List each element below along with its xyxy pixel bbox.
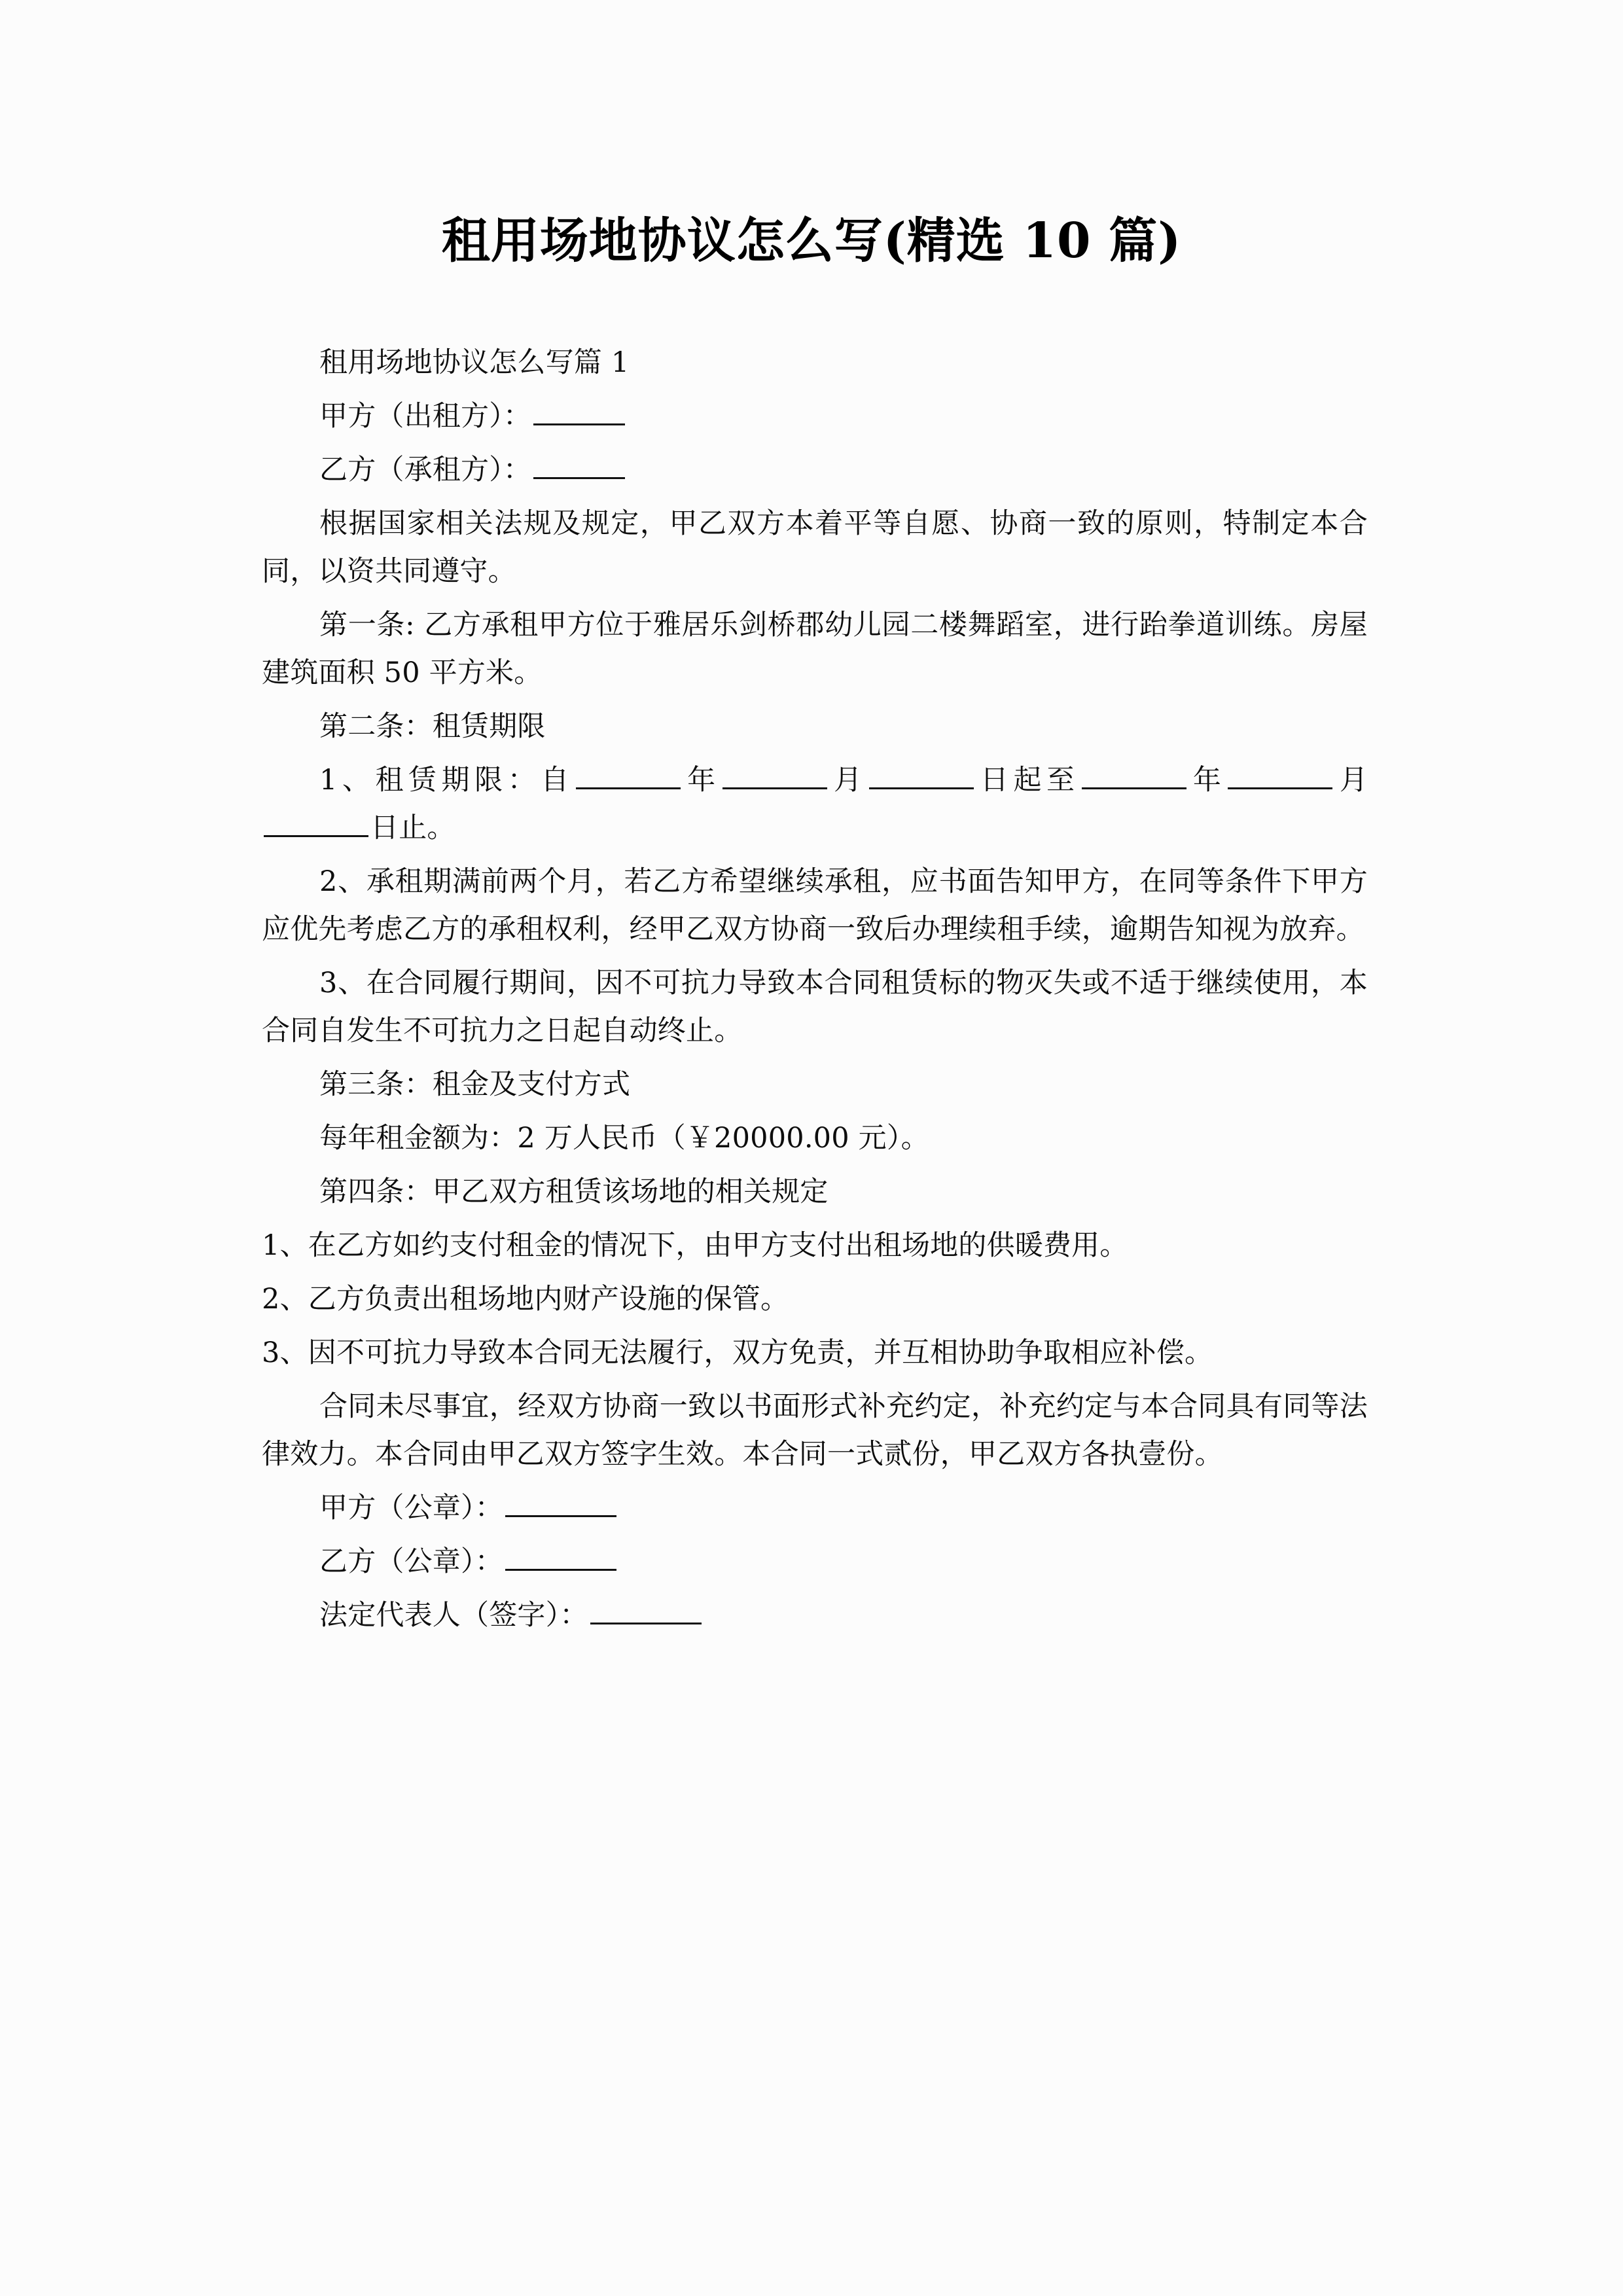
lease-term-prefix: 1、租赁期限：自 (319, 764, 574, 797)
unit-year-start: 年 (682, 764, 721, 797)
end-month-blank[interactable] (1228, 761, 1332, 789)
party-a-seal-label: 甲方（公章）： (319, 1492, 503, 1524)
clause-3-heading: 第三条：租金及支付方式 (319, 1068, 631, 1101)
unit-month-end: 月 (1334, 764, 1368, 797)
clause-1: 第一条: 乙方承租甲方位于雅居乐剑桥郡幼儿园二楼舞蹈室，进行跆拳道训练。房屋建筑面积 50 平方米。 (262, 609, 1368, 689)
unit-day-start: 日起至 (975, 764, 1080, 797)
party-a-label: 甲方（出租方）： (319, 400, 532, 433)
clause-2-item-2: 2、承租期满前两个月，若乙方希望继续承租，应书面告知甲方，在同等条件下甲方应优先考虑乙方的承租权利，经甲乙双方协商一致后办理续租手续，逾期告知视为放弃。 (262, 865, 1368, 946)
clause-4-item-2: 2、乙方负责出租场地内财产设施的保管。 (262, 1283, 789, 1316)
unit-day-end: 日止。 (370, 812, 455, 844)
clause-2-heading: 第二条：租赁期限 (319, 710, 546, 743)
document-body (262, 339, 1368, 1645)
unit-year-end: 年 (1188, 764, 1226, 797)
party-b-seal-blank[interactable] (505, 1543, 616, 1571)
section-heading: 租用场地协议怎么写篇 1 (319, 346, 630, 379)
signature-party-a (262, 1484, 1368, 1532)
party-a-seal-blank[interactable] (505, 1489, 616, 1517)
clause-2-item-1 (262, 757, 1368, 852)
end-day-blank[interactable] (264, 809, 368, 837)
end-year-blank[interactable] (1082, 761, 1186, 789)
clause-4-item-3: 3、因不可抗力导致本合同无法履行，双方免责，并互相协助争取相应补偿。 (262, 1336, 1213, 1369)
start-month-blank[interactable] (722, 761, 827, 789)
preamble-paragraph: 根据国家相关法规及规定，甲乙双方本着平等自愿、协商一致的原则，特制定本合同，以资共同遵守。 (262, 507, 1368, 588)
signature-party-b (262, 1538, 1368, 1586)
start-year-blank[interactable] (576, 761, 681, 789)
party-b-line (262, 446, 1368, 494)
party-b-label: 乙方（承租方）： (319, 454, 532, 486)
closing-paragraph: 合同未尽事宜，经双方协商一致以书面形式补充约定，补充约定与本合同具有同等法律效力。本合同由甲乙双方签字生效。本合同一式贰份，甲乙双方各执壹份。 (262, 1390, 1368, 1471)
unit-month-start: 月 (829, 764, 867, 797)
clause-3-body: 每年租金额为：2 万人民币（￥20000.00 元）。 (319, 1122, 929, 1155)
clause-4-heading: 第四条：甲乙双方租赁该场地的相关规定 (319, 1175, 829, 1208)
legal-rep-blank[interactable] (590, 1596, 702, 1624)
party-a-line (262, 393, 1368, 440)
start-day-blank[interactable] (869, 761, 974, 789)
party-b-blank[interactable] (533, 451, 625, 479)
legal-rep-label: 法定代表人（签字）： (319, 1599, 588, 1632)
clause-4-item-1: 1、在乙方如约支付租金的情况下，由甲方支付出租场地的供暖费用。 (262, 1229, 1128, 1262)
party-a-blank[interactable] (533, 397, 625, 425)
clause-2-item-3: 3、在合同履行期间，因不可抗力导致本合同租赁标的物灭失或不适于继续使用，本合同自发生不可抗力之日起自动终止。 (262, 967, 1368, 1047)
page-title: 租用场地协议怎么写(精选 10 篇) (441, 212, 1182, 269)
party-b-seal-label: 乙方（公章）： (319, 1545, 503, 1578)
signature-legal-rep (262, 1592, 1368, 1640)
